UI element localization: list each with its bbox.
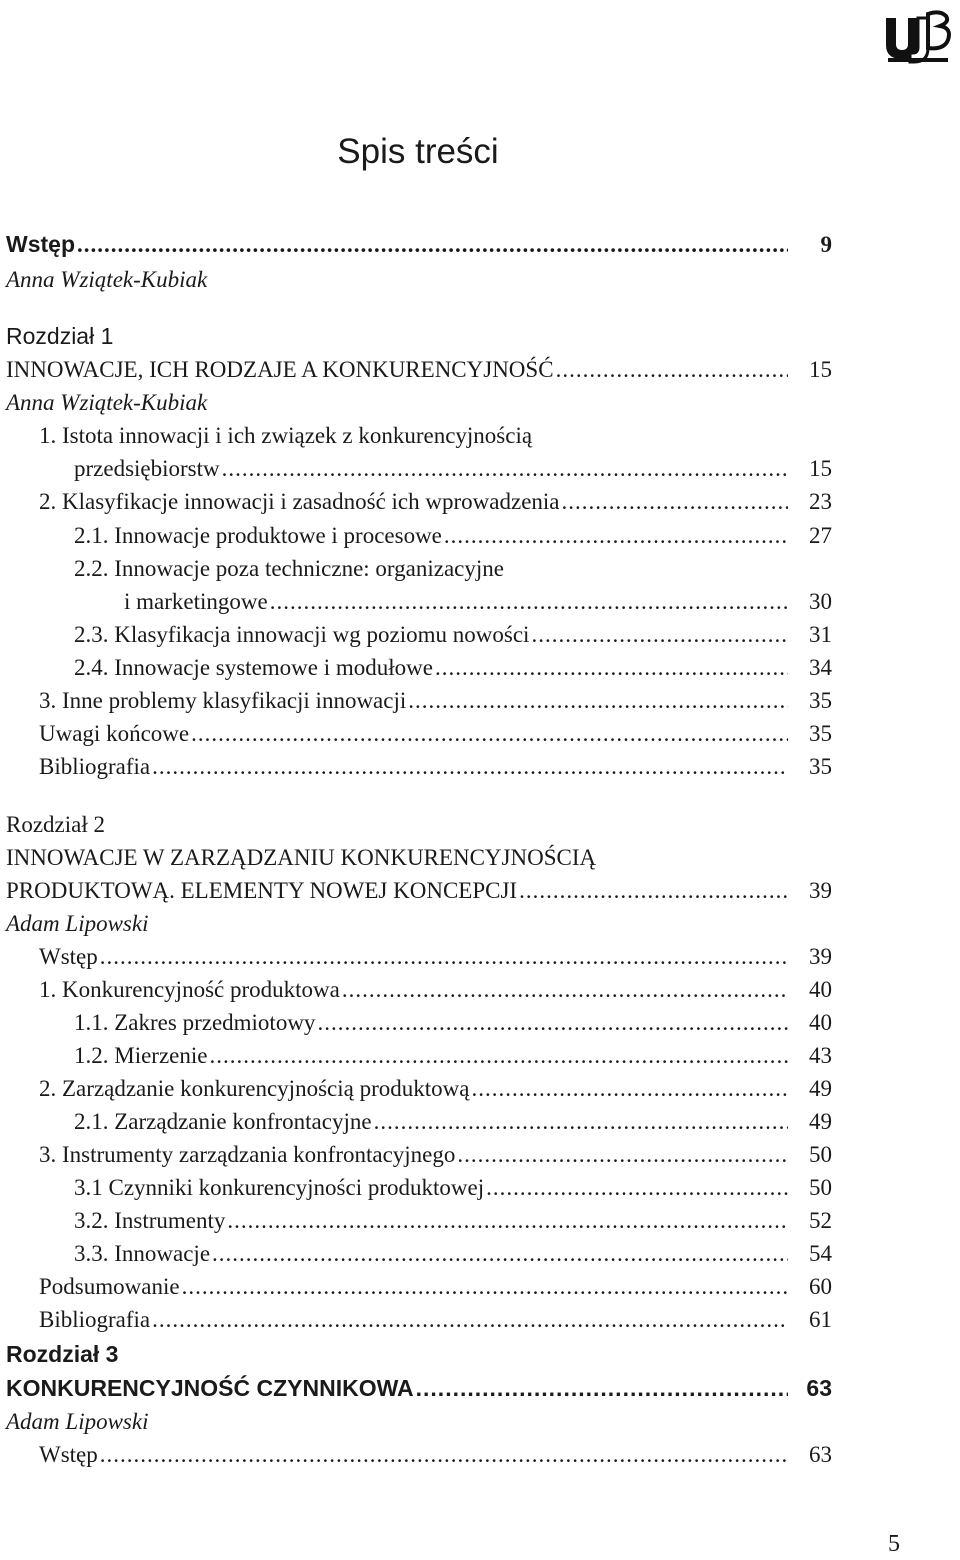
toc-entry[interactable] [74, 618, 832, 651]
leader-dots [100, 940, 788, 973]
toc-entry-text: 3. Instrumenty zarządzania konfrontacyjnego [39, 1142, 456, 1167]
chapter-label: Rozdział 2 [6, 812, 105, 837]
toc-entry-text: 1. Konkurencyjność produktowa [39, 977, 340, 1002]
toc-entry[interactable] [74, 1204, 832, 1237]
toc-entry[interactable] [39, 1438, 832, 1471]
leader-dots [317, 1006, 788, 1039]
leader-dots [191, 717, 788, 750]
leader-dots [209, 1039, 788, 1072]
toc-page-number: 30 [809, 589, 832, 614]
toc-entry-chapter3[interactable] [6, 1372, 832, 1405]
toc-entry-intro[interactable] [6, 228, 832, 261]
toc-page-number: 39 [809, 944, 832, 969]
chapter-title: INNOWACJE, ICH RODZAJE A KONKURENCYJNOŚĆ [6, 357, 554, 382]
leader-dots [100, 1438, 788, 1471]
toc-entry-text: Podsumowanie [39, 1274, 180, 1299]
leader-dots [270, 585, 788, 618]
toc-page-number: 49 [809, 1076, 832, 1101]
toc-entry-text: Wstęp [39, 944, 98, 969]
leader-dots [416, 1372, 788, 1405]
toc-page-number: 35 [809, 721, 832, 746]
toc-page-number: 50 [809, 1142, 832, 1167]
chapter-title: KONKURENCYJNOŚĆ CZYNNIKOWA [6, 1375, 414, 1401]
toc-page-number: 27 [809, 523, 832, 548]
toc-entry[interactable] [74, 1039, 832, 1072]
chapter-label: Rozdział 3 [6, 1341, 119, 1367]
toc-entry-text: 3. Inne problemy klasyfikacji innowacji [39, 688, 407, 713]
leader-dots [408, 684, 788, 717]
leader-dots [444, 519, 788, 552]
toc-page-number: 9 [820, 232, 832, 257]
toc-page-number: 23 [809, 489, 832, 514]
toc-author: Anna Wziątek-Kubiak [6, 267, 208, 292]
toc-entry[interactable]: 1. Istota innowacji i ich związek z konkurencyjnością [39, 423, 533, 448]
toc-page-number: 15 [809, 456, 832, 481]
toc-entry-text: 1.2. Mierzenie [74, 1043, 208, 1068]
toc-entry-text: 2.1. Zarządzanie konfrontacyjne [74, 1109, 372, 1134]
toc-page-number: 39 [809, 878, 832, 903]
toc-page-number: 52 [809, 1208, 832, 1233]
page-number: 5 [888, 1531, 900, 1557]
chapter-title-line[interactable]: INNOWACJE W ZARZĄDZANIU KONKURENCYJNOŚCIĄ [6, 845, 597, 870]
toc-entry-text: przedsiębiorstw [74, 456, 220, 481]
toc-entry[interactable] [39, 717, 832, 750]
leader-dots [556, 353, 788, 386]
toc-entry-text: Bibliografia [39, 754, 151, 779]
leader-dots [374, 1105, 788, 1138]
toc-page-number: 34 [809, 655, 832, 680]
toc-author: Adam Lipowski [6, 911, 149, 936]
leader-dots [457, 1138, 788, 1171]
toc-page-number: 61 [809, 1307, 832, 1332]
chapter-title: PRODUKTOWĄ. ELEMENTY NOWEJ KONCEPCJI [6, 878, 518, 903]
toc-entry[interactable] [74, 452, 832, 485]
toc-entry[interactable] [39, 1270, 832, 1303]
toc-entry[interactable] [74, 519, 832, 552]
leader-dots [227, 1204, 788, 1237]
leader-dots [531, 618, 788, 651]
toc-page-number: 60 [809, 1274, 832, 1299]
toc-page-number: 54 [809, 1241, 832, 1266]
leader-dots [435, 651, 788, 684]
toc-entry[interactable] [74, 1171, 832, 1204]
toc-page-number: 35 [809, 688, 832, 713]
toc-entry-text: 3.1 Czynniki konkurencyjności produktowej [74, 1175, 485, 1200]
toc-page-number: 63 [809, 1442, 832, 1467]
toc-entry-text: i marketingowe [124, 589, 268, 614]
toc-page-number: 40 [809, 1010, 832, 1035]
university-logo [884, 10, 954, 66]
toc-entry[interactable] [74, 1105, 832, 1138]
page-title: Spis treści [337, 132, 499, 171]
leader-dots [212, 1237, 788, 1270]
toc-author: Anna Wziątek-Kubiak [6, 390, 208, 415]
leader-dots [342, 973, 788, 1006]
toc-page-number: 31 [809, 622, 832, 647]
toc-entry[interactable] [39, 940, 832, 973]
toc-entry-text: 2.4. Innowacje systemowe i modułowe [74, 655, 433, 680]
toc-entry-chapter2[interactable] [6, 874, 832, 907]
toc-entry-text: 3.2. Instrumenty [74, 1208, 226, 1233]
toc-entry[interactable] [39, 684, 832, 717]
leader-dots [182, 1270, 788, 1303]
toc-entry[interactable] [74, 1006, 832, 1039]
leader-dots [152, 1303, 788, 1336]
leader-dots [519, 874, 788, 907]
toc-entry[interactable] [39, 750, 832, 783]
leader-dots [486, 1171, 788, 1204]
toc-entry[interactable]: 2.2. Innowacje poza techniczne: organizacyjne [74, 556, 504, 581]
toc-entry-text: 2.3. Klasyfikacja innowacji wg poziomu nowości [74, 622, 530, 647]
toc-entry[interactable] [39, 485, 832, 518]
toc-entry-text: Wstęp [6, 231, 75, 257]
toc-page-number: 35 [809, 754, 832, 779]
toc-entry-text: 1.1. Zakres przedmiotowy [74, 1010, 316, 1035]
toc-entry[interactable] [124, 585, 832, 618]
leader-dots [222, 452, 788, 485]
toc-entry[interactable] [74, 651, 832, 684]
leader-dots [562, 485, 789, 518]
toc-entry[interactable] [39, 973, 832, 1006]
toc-entry[interactable] [39, 1072, 832, 1105]
toc-entry-text: 2. Klasyfikacje innowacji i zasadność ich wprowadzenia [39, 489, 560, 514]
toc-page-number: 15 [809, 357, 832, 382]
toc-author: Adam Lipowski [6, 1409, 149, 1434]
leader-dots [471, 1072, 788, 1105]
toc-entry-text: Bibliografia [39, 1307, 151, 1332]
toc-page-number: 50 [809, 1175, 832, 1200]
toc-entry[interactable] [39, 1303, 832, 1336]
toc-entry-text: 2. Zarządzanie konkurencyjnością produktową [39, 1076, 470, 1101]
leader-dots [152, 750, 788, 783]
toc-entry[interactable] [39, 1138, 832, 1171]
toc-page-number: 63 [806, 1375, 832, 1401]
toc-entry-text: Wstęp [39, 1442, 98, 1467]
toc-entry[interactable] [74, 1237, 832, 1270]
chapter-label: Rozdział 1 [6, 323, 114, 349]
toc-entry-text: Uwagi końcowe [39, 721, 190, 746]
toc-entry-chapter1[interactable] [6, 353, 832, 386]
leader-dots [77, 228, 788, 261]
toc-page-number: 49 [809, 1109, 832, 1134]
toc-entry-text: 3.3. Innowacje [74, 1241, 211, 1266]
toc-page-number: 40 [809, 977, 832, 1002]
toc-entry-text: 2.1. Innowacje produktowe i procesowe [74, 523, 442, 548]
toc-page-number: 43 [809, 1043, 832, 1068]
